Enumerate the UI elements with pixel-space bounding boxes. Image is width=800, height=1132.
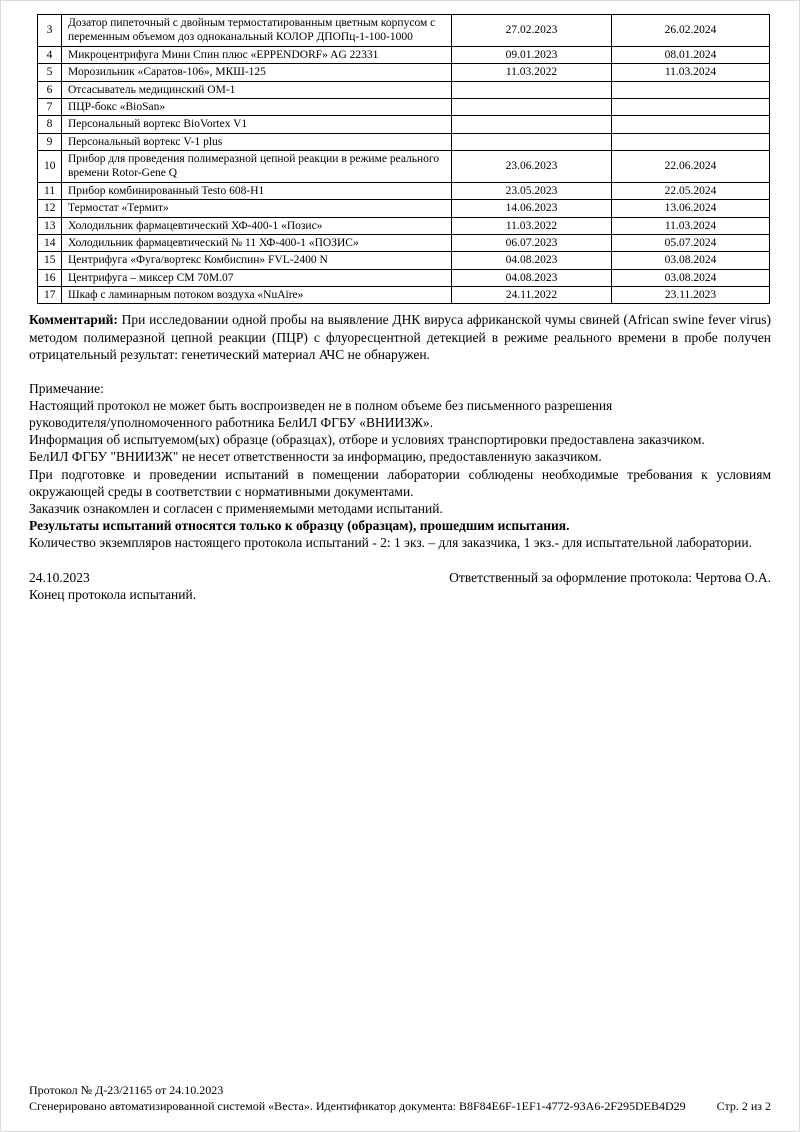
end-of-protocol: Конец протокола испытаний. — [29, 587, 197, 603]
valid-until-date: 11.03.2024 — [612, 64, 770, 81]
table-row — [38, 234, 770, 251]
table-row — [38, 116, 770, 133]
spacer — [29, 363, 771, 380]
row-number: 9 — [38, 133, 62, 150]
comment-text: При исследовании одной пробы на выявление ДНК вируса африканской чумы свиней (African swine fever virus) методом полимеразной цепной реакции (ПЦР) с флуоресцентной детекцией в режиме реального времени в пробе получен отрицательный результат: генетический материал АЧС не обнаружен. — [29, 312, 771, 362]
note-line: Настоящий протокол не может быть воспроизведен не в полном объеме без письменного разрешения — [29, 397, 613, 413]
row-number: 15 — [38, 252, 62, 269]
row-number: 8 — [38, 116, 62, 133]
signoff-date: 24.10.2023 — [29, 570, 90, 586]
note-line-results: Результаты испытаний относятся только к образцу (образцам), прошедшим испытания. — [29, 517, 570, 533]
row-number: 12 — [38, 200, 62, 217]
table-row — [38, 15, 770, 47]
row-number: 16 — [38, 269, 62, 286]
table-row — [38, 200, 770, 217]
valid-until-date: 08.01.2024 — [612, 46, 770, 63]
row-number: 6 — [38, 81, 62, 98]
equipment-name: Отсасыватель медицинский ОМ-1 — [62, 81, 452, 98]
comment-paragraph — [29, 311, 771, 362]
equipment-name: Центрифуга – миксер СМ 70М.07 — [62, 269, 452, 286]
equipment-name: ПЦР-бокс «BioSan» — [62, 98, 452, 115]
valid-until-date — [612, 133, 770, 150]
row-number: 13 — [38, 217, 62, 234]
table-row — [38, 151, 770, 183]
footer-generated-by: Сгенерировано автоматизированной системой «Веста». Идентификатор документа: B8F84E6F-1EF1-4772-93A6-2F295DEB4D29 — [29, 1099, 686, 1114]
note-line: руководителя/уполномоченного работника БелИЛ ФГБУ «ВНИИЗЖ». — [29, 415, 434, 431]
equipment-name: Холодильник фармацевтический № 11 ХФ-400-1 «ПОЗИС» — [62, 234, 452, 251]
verification-date: 11.03.2022 — [452, 64, 612, 81]
row-number: 11 — [38, 182, 62, 199]
table-row — [38, 287, 770, 304]
verification-date: 14.06.2023 — [452, 200, 612, 217]
verification-date: 11.03.2022 — [452, 217, 612, 234]
row-number: 3 — [38, 15, 62, 47]
valid-until-date: 13.06.2024 — [612, 200, 770, 217]
table-row — [38, 269, 770, 286]
valid-until-date — [612, 81, 770, 98]
verification-date: 09.01.2023 — [452, 46, 612, 63]
equipment-name: Персональный вортекс BioVortex V1 — [62, 116, 452, 133]
verification-date — [452, 133, 612, 150]
verification-date: 27.02.2023 — [452, 15, 612, 47]
equipment-name: Прибор для проведения полимеразной цепной реакции в режиме реального времени Rotor-Gene Q — [62, 151, 452, 183]
table-row — [38, 81, 770, 98]
row-number: 17 — [38, 287, 62, 304]
equipment-table — [37, 14, 770, 304]
table-row — [38, 182, 770, 199]
valid-until-date — [612, 116, 770, 133]
equipment-name: Дозатор пипеточный с двойным термостатированным цветным корпусом с переменным объемом доз одноканальный КОЛОР ДПОПц-1-100-1000 — [62, 15, 452, 47]
valid-until-date: 11.03.2024 — [612, 217, 770, 234]
notes-heading: Примечание: — [29, 380, 104, 396]
valid-until-date: 23.11.2023 — [612, 287, 770, 304]
valid-until-date — [612, 98, 770, 115]
valid-until-date: 22.05.2024 — [612, 182, 770, 199]
row-number: 7 — [38, 98, 62, 115]
valid-until-date: 22.06.2024 — [612, 151, 770, 183]
signoff-responsible: Ответственный за оформление протокола: Чертова О.А. — [449, 570, 771, 586]
page-footer — [29, 1083, 771, 1115]
equipment-name: Термостат «Термит» — [62, 200, 452, 217]
valid-until-date: 05.07.2024 — [612, 234, 770, 251]
row-number: 4 — [38, 46, 62, 63]
equipment-name: Морозильник «Саратов-106», МКШ-125 — [62, 64, 452, 81]
table-row — [38, 64, 770, 81]
table-row — [38, 217, 770, 234]
equipment-name: Прибор комбинированный Testo 608-H1 — [62, 182, 452, 199]
equipment-name: Холодильник фармацевтический ХФ-400-1 «Позис» — [62, 217, 452, 234]
equipment-name: Микроцентрифуга Мини Спин плюс «EPPENDORF» AG 22331 — [62, 46, 452, 63]
row-number: 14 — [38, 234, 62, 251]
row-number: 10 — [38, 151, 62, 183]
verification-date — [452, 81, 612, 98]
note-line: Количество экземпляров настоящего протокола испытаний - 2: 1 экз. – для заказчика, 1 экз.- для испытательной лаборатории. — [29, 535, 752, 551]
verification-date — [452, 98, 612, 115]
note-line: Заказчик ознакомлен и согласен с применяемыми методами испытаний. — [29, 500, 443, 516]
verification-date: 23.06.2023 — [452, 151, 612, 183]
signoff-row — [29, 569, 771, 586]
verification-date: 04.08.2023 — [452, 252, 612, 269]
note-line: Информация об испытуемом(ых) образце (образцах), отборе и условиях транспортировки предоставлена заказчиком. — [29, 432, 705, 448]
table-row — [38, 252, 770, 269]
table-row — [38, 46, 770, 63]
verification-date: 06.07.2023 — [452, 234, 612, 251]
valid-until-date: 03.08.2024 — [612, 252, 770, 269]
note-line: При подготовке и проведении испытаний в помещении лаборатории соблюдены необходимые требования к условиям окружающей среды в соответствии с нормативными документами. — [29, 466, 771, 499]
footer-page-number: Стр. 2 из 2 — [716, 1099, 771, 1114]
verification-date: 24.11.2022 — [452, 287, 612, 304]
equipment-name: Персональный вортекс V-1 plus — [62, 133, 452, 150]
document-body — [29, 311, 771, 603]
table-row — [38, 98, 770, 115]
table-row — [38, 133, 770, 150]
valid-until-date: 03.08.2024 — [612, 269, 770, 286]
equipment-name: Центрифуга «Фуга/вортекс Комбиспин» FVL-2400 N — [62, 252, 452, 269]
row-number: 5 — [38, 64, 62, 81]
footer-protocol-number: Протокол № Д-23/21165 от 24.10.2023 — [29, 1083, 224, 1098]
note-line: БелИЛ ФГБУ "ВНИИЗЖ" не несет ответственности за информацию, предоставленную заказчиком. — [29, 449, 602, 465]
valid-until-date: 26.02.2024 — [612, 15, 770, 47]
verification-date — [452, 116, 612, 133]
equipment-table-body — [38, 15, 770, 304]
verification-date: 23.05.2023 — [452, 182, 612, 199]
equipment-name: Шкаф с ламинарным потоком воздуха «NuAire» — [62, 287, 452, 304]
comment-label: Комментарий: — [29, 312, 118, 328]
verification-date: 04.08.2023 — [452, 269, 612, 286]
